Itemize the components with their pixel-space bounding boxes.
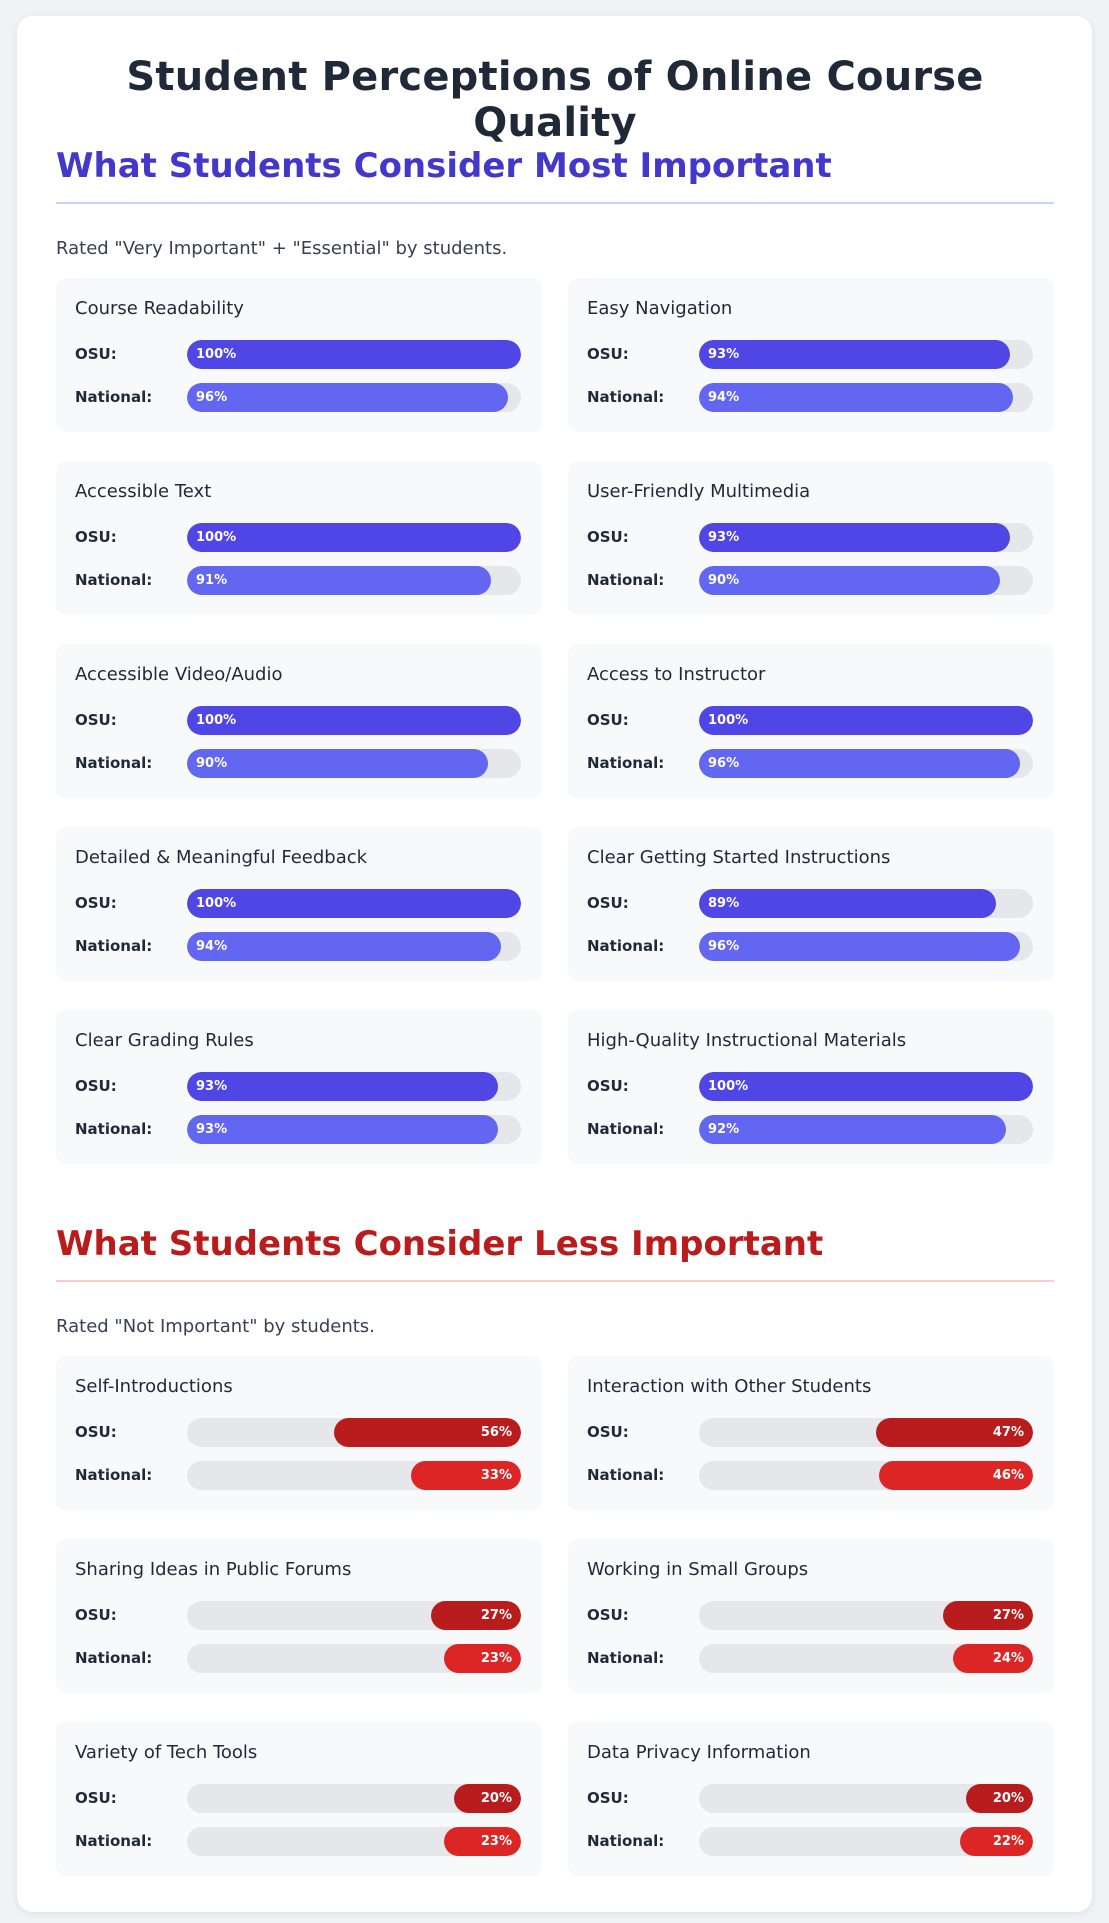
national-bar-user-friendly-multimedia: 90% [699, 566, 1000, 595]
national-bar-track [699, 1827, 1033, 1856]
osu-bar-access-to-instructor: 100% [699, 706, 1033, 735]
osu-label: OSU: [587, 1423, 629, 1441]
national-row [587, 383, 1037, 412]
national-bar-track [187, 1644, 521, 1673]
national-row [75, 1644, 525, 1673]
osu-bar-detailed-meaningful-feedback: 100% [187, 889, 521, 918]
metric-card-interaction-with-other-students [568, 1356, 1054, 1510]
less-important-grid [56, 1356, 1054, 1876]
osu-bar-user-friendly-multimedia: 93% [699, 523, 1010, 552]
national-bar-track [699, 1115, 1033, 1144]
national-bar-working-in-small-groups: 24% [953, 1644, 1033, 1673]
national-bar-track [187, 566, 521, 595]
national-bar-clear-getting-started-instructions: 96% [699, 932, 1020, 961]
osu-bar-track [699, 523, 1033, 552]
osu-label: OSU: [75, 1789, 117, 1807]
osu-bar-track [699, 1784, 1033, 1813]
osu-label: OSU: [587, 1789, 629, 1807]
national-row [75, 1115, 525, 1144]
national-bar-track [187, 1115, 521, 1144]
osu-bar-track [187, 1072, 521, 1101]
national-label: National: [587, 1649, 665, 1667]
osu-label: OSU: [75, 1077, 117, 1095]
national-bar-track [699, 749, 1033, 778]
metric-card-data-privacy-information [568, 1722, 1054, 1876]
osu-label: OSU: [587, 1077, 629, 1095]
osu-row [75, 1784, 525, 1813]
osu-bar-track [187, 340, 521, 369]
osu-row [587, 1784, 1037, 1813]
metric-title: Clear Grading Rules [75, 1030, 254, 1051]
metric-card-course-readability [56, 278, 542, 432]
national-row [75, 1827, 525, 1856]
national-label: National: [587, 754, 665, 772]
most-important-grid [56, 278, 1054, 1164]
national-row [75, 749, 525, 778]
national-label: National: [587, 1120, 665, 1138]
national-bar-data-privacy-information: 22% [960, 1827, 1033, 1856]
metric-title: Interaction with Other Students [587, 1376, 872, 1397]
metric-title: Data Privacy Information [587, 1742, 811, 1763]
national-bar-interaction-with-other-students: 46% [879, 1461, 1033, 1490]
national-label: National: [75, 754, 153, 772]
metric-title: Sharing Ideas in Public Forums [75, 1559, 352, 1580]
osu-row [587, 1418, 1037, 1447]
national-bar-detailed-meaningful-feedback: 94% [187, 932, 501, 961]
osu-label: OSU: [587, 528, 629, 546]
national-label: National: [587, 388, 665, 406]
metric-card-high-quality-instructional-materials [568, 1010, 1054, 1164]
national-bar-accessible-text: 91% [187, 566, 491, 595]
osu-row [75, 889, 525, 918]
osu-bar-high-quality-instructional-materials: 100% [699, 1072, 1033, 1101]
national-bar-variety-of-tech-tools: 23% [444, 1827, 521, 1856]
most-important-heading: What Students Consider Most Important [56, 146, 1054, 204]
national-bar-self-introductions: 33% [411, 1461, 521, 1490]
national-bar-sharing-ideas-in-public-forums: 23% [444, 1644, 521, 1673]
osu-bar-track [699, 340, 1033, 369]
metric-title: Variety of Tech Tools [75, 1742, 258, 1763]
metric-card-easy-navigation [568, 278, 1054, 432]
national-row [587, 932, 1037, 961]
most-important-subtitle: Rated "Very Important" + "Essential" by students. [56, 238, 508, 259]
osu-bar-accessible-video-audio: 100% [187, 706, 521, 735]
national-row [75, 1461, 525, 1490]
metric-card-accessible-text [56, 461, 542, 615]
osu-bar-track [187, 1784, 521, 1813]
metric-card-user-friendly-multimedia [568, 461, 1054, 615]
less-important-subtitle: Rated "Not Important" by students. [56, 1316, 375, 1337]
osu-label: OSU: [587, 711, 629, 729]
osu-row [75, 1072, 525, 1101]
metric-card-access-to-instructor [568, 644, 1054, 798]
national-row [75, 383, 525, 412]
national-row [75, 932, 525, 961]
osu-bar-self-introductions: 56% [334, 1418, 521, 1447]
osu-label: OSU: [75, 528, 117, 546]
report-card [17, 16, 1092, 1912]
osu-bar-clear-grading-rules: 93% [187, 1072, 498, 1101]
metric-title: User-Friendly Multimedia [587, 481, 811, 502]
metric-card-working-in-small-groups [568, 1539, 1054, 1693]
osu-bar-track [187, 523, 521, 552]
osu-row [587, 889, 1037, 918]
osu-label: OSU: [587, 345, 629, 363]
osu-row [75, 1601, 525, 1630]
osu-bar-track [699, 1418, 1033, 1447]
osu-label: OSU: [75, 894, 117, 912]
metric-title: Accessible Video/Audio [75, 664, 283, 685]
osu-row [587, 340, 1037, 369]
metric-card-variety-of-tech-tools [56, 1722, 542, 1876]
national-bar-accessible-video-audio: 90% [187, 749, 488, 778]
national-label: National: [75, 1832, 153, 1850]
national-label: National: [587, 1466, 665, 1484]
osu-bar-clear-getting-started-instructions: 89% [699, 889, 996, 918]
osu-row [75, 523, 525, 552]
osu-bar-track [699, 706, 1033, 735]
metric-title: Detailed & Meaningful Feedback [75, 847, 368, 868]
osu-row [75, 340, 525, 369]
osu-bar-accessible-text: 100% [187, 523, 521, 552]
national-bar-clear-grading-rules: 93% [187, 1115, 498, 1144]
osu-row [75, 1418, 525, 1447]
national-row [75, 566, 525, 595]
national-row [587, 1461, 1037, 1490]
national-label: National: [75, 1649, 153, 1667]
national-row [587, 1827, 1037, 1856]
osu-bar-track [187, 889, 521, 918]
metric-card-self-introductions [56, 1356, 542, 1510]
osu-bar-easy-navigation: 93% [699, 340, 1010, 369]
national-bar-track [699, 1461, 1033, 1490]
metric-title: Access to Instructor [587, 664, 766, 685]
osu-bar-track [699, 1601, 1033, 1630]
osu-row [587, 523, 1037, 552]
national-label: National: [75, 388, 153, 406]
metric-card-sharing-ideas-in-public-forums [56, 1539, 542, 1693]
national-label: National: [587, 571, 665, 589]
osu-bar-data-privacy-information: 20% [966, 1784, 1033, 1813]
osu-label: OSU: [75, 1606, 117, 1624]
osu-bar-sharing-ideas-in-public-forums: 27% [431, 1601, 521, 1630]
osu-bar-track [187, 1601, 521, 1630]
metric-title: Course Readability [75, 298, 244, 319]
osu-bar-variety-of-tech-tools: 20% [454, 1784, 521, 1813]
metric-card-accessible-video-audio [56, 644, 542, 798]
osu-bar-course-readability: 100% [187, 340, 521, 369]
osu-bar-track [187, 706, 521, 735]
less-important-heading: What Students Consider Less Important [56, 1224, 1054, 1282]
national-bar-track [699, 932, 1033, 961]
national-bar-track [699, 1644, 1033, 1673]
metric-card-clear-grading-rules [56, 1010, 542, 1164]
osu-bar-track [699, 889, 1033, 918]
national-row [587, 1115, 1037, 1144]
national-label: National: [75, 1466, 153, 1484]
national-row [587, 749, 1037, 778]
osu-bar-track [187, 1418, 521, 1447]
osu-row [587, 1072, 1037, 1101]
national-bar-track [187, 383, 521, 412]
osu-row [587, 1601, 1037, 1630]
osu-label: OSU: [75, 345, 117, 363]
national-bar-track [187, 1461, 521, 1490]
osu-label: OSU: [587, 894, 629, 912]
osu-row [75, 706, 525, 735]
metric-title: Easy Navigation [587, 298, 733, 319]
national-bar-track [699, 383, 1033, 412]
national-bar-track [187, 932, 521, 961]
national-label: National: [75, 1120, 153, 1138]
national-label: National: [587, 937, 665, 955]
national-bar-track [187, 1827, 521, 1856]
metric-title: Accessible Text [75, 481, 212, 502]
national-bar-track [187, 749, 521, 778]
osu-label: OSU: [75, 1423, 117, 1441]
page-title: Student Perceptions of Online Course Quality [126, 54, 984, 146]
osu-bar-interaction-with-other-students: 47% [876, 1418, 1033, 1447]
osu-bar-track [699, 1072, 1033, 1101]
national-label: National: [75, 571, 153, 589]
metric-title: Working in Small Groups [587, 1559, 809, 1580]
osu-row [587, 706, 1037, 735]
metric-title: Self-Introductions [75, 1376, 233, 1397]
osu-bar-working-in-small-groups: 27% [943, 1601, 1033, 1630]
national-row [587, 1644, 1037, 1673]
national-bar-access-to-instructor: 96% [699, 749, 1020, 778]
national-label: National: [75, 937, 153, 955]
metric-title: Clear Getting Started Instructions [587, 847, 891, 868]
national-bar-high-quality-instructional-materials: 92% [699, 1115, 1006, 1144]
osu-label: OSU: [75, 711, 117, 729]
osu-label: OSU: [587, 1606, 629, 1624]
metric-title: High-Quality Instructional Materials [587, 1030, 907, 1051]
metric-card-clear-getting-started-instructions [568, 827, 1054, 981]
national-bar-course-readability: 96% [187, 383, 508, 412]
national-bar-track [699, 566, 1033, 595]
national-row [587, 566, 1037, 595]
metric-card-detailed-meaningful-feedback [56, 827, 542, 981]
national-label: National: [587, 1832, 665, 1850]
national-bar-easy-navigation: 94% [699, 383, 1013, 412]
